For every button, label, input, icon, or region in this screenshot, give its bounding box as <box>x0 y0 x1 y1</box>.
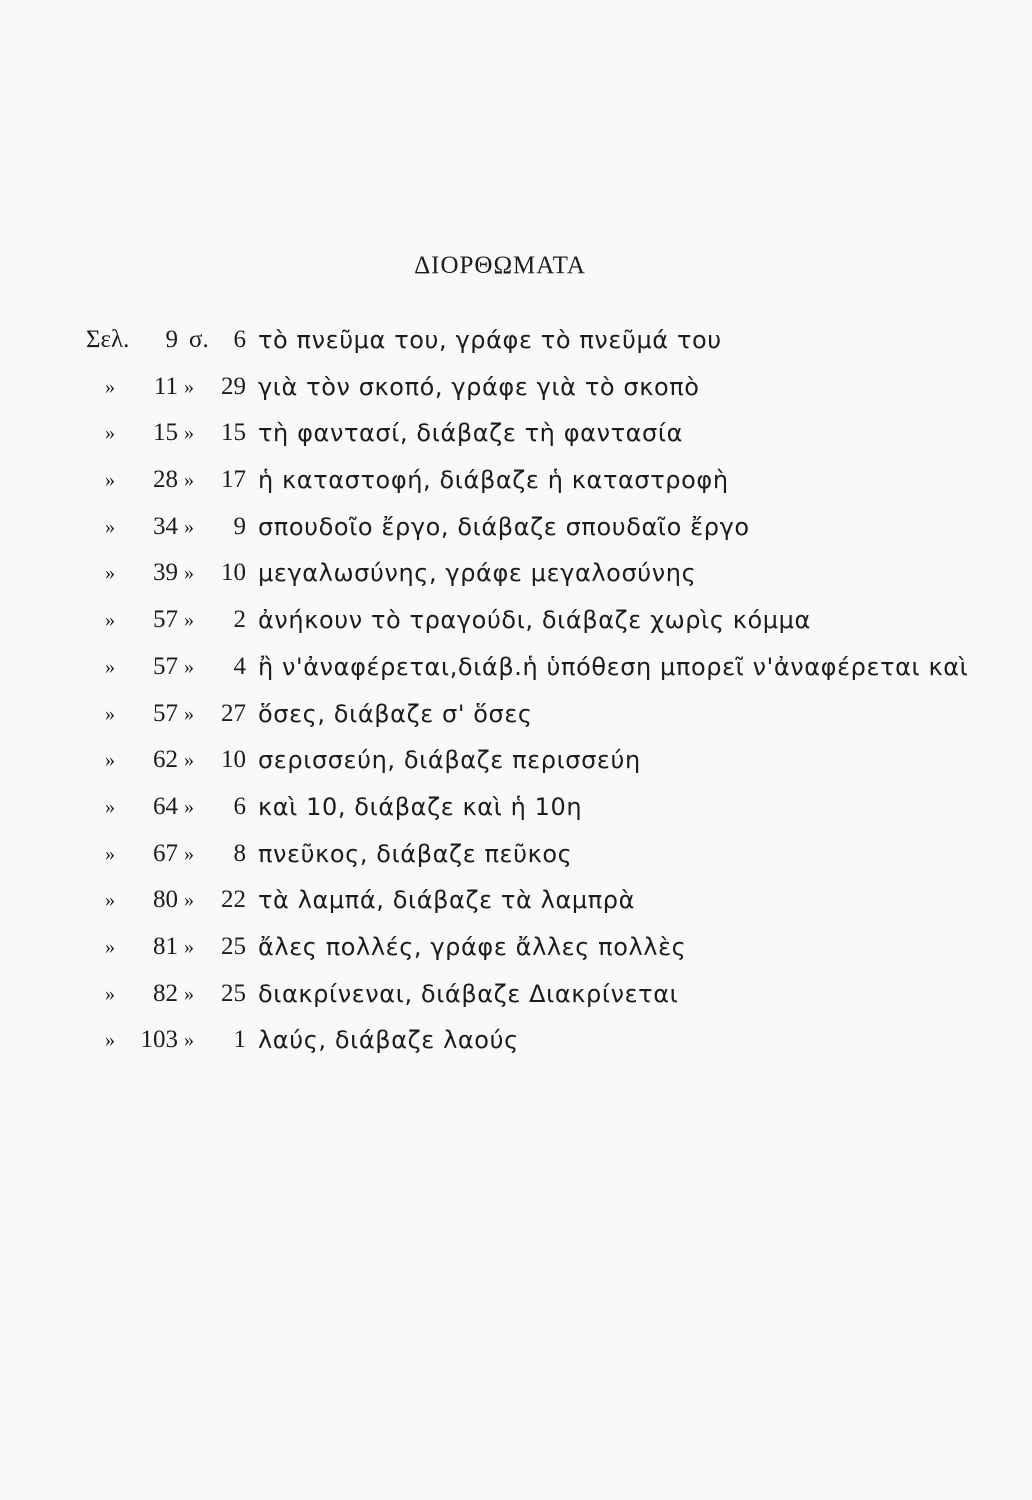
errata-row <box>0 553 1032 600</box>
line-label: » <box>184 609 194 632</box>
line-label: » <box>184 422 194 445</box>
page-number: 34 <box>153 512 178 540</box>
correction-text: ἢ ν'ἀναφέρεται,διάβ.ἡ ὑπόθεση μπορεῖ ν'ἀναφέρεται καὶ <box>258 652 969 681</box>
page-title: ΔΙΟΡΘΩΜΑΤΑ <box>414 252 586 279</box>
errata-row <box>0 413 1032 460</box>
correction-text: πνεῦκος, διάβαζε πεῦκος <box>258 839 573 868</box>
line-number: 9 <box>233 512 246 540</box>
line-number: 10 <box>221 746 246 774</box>
line-number: 2 <box>233 606 246 634</box>
page-number: 81 <box>153 932 178 960</box>
correction-text: ἡ καταστοφή, διάβαζε ἡ καταστροφὴ <box>258 466 729 495</box>
page-number: 28 <box>153 466 178 494</box>
line-label: » <box>184 702 194 725</box>
correction-text: λαύς, διάβαζε λαούς <box>258 1026 519 1055</box>
line-number: 8 <box>233 839 246 867</box>
line-label: » <box>184 842 194 865</box>
line-number: 10 <box>221 559 246 587</box>
page-number: 15 <box>153 419 178 447</box>
page-label: » <box>105 562 115 585</box>
line-number: 6 <box>233 326 246 353</box>
page-number: 67 <box>153 839 178 867</box>
errata-row <box>0 740 1032 787</box>
line-label: » <box>184 795 194 818</box>
line-label: » <box>184 375 194 398</box>
correction-text: σερισσεύη, διάβαζε περισσεύη <box>258 746 641 775</box>
line-number: 17 <box>221 466 246 494</box>
errata-row <box>0 647 1032 694</box>
line-label: » <box>184 935 194 958</box>
line-number: 25 <box>221 932 246 960</box>
page-label: Σελ. <box>86 326 130 353</box>
line-label: » <box>184 655 194 678</box>
page-label: » <box>105 889 115 912</box>
line-number: 27 <box>221 699 246 727</box>
correction-text: τὸ πνεῦμα του, γράφε τὸ πνεῦμά του <box>258 326 722 354</box>
page-number: 9 <box>165 326 178 353</box>
line-label: » <box>184 749 194 772</box>
page-number: 57 <box>153 606 178 634</box>
correction-text: ἀνήκουν τὸ τραγούδι, διάβαζε χωρὶς κόμμα <box>258 606 811 635</box>
correction-text: σπουδοῖο ἔργο, διάβαζε σπουδαῖο ἔργο <box>258 512 750 541</box>
page-number: 11 <box>153 372 178 400</box>
line-label: » <box>184 515 194 538</box>
page-label: » <box>105 469 115 492</box>
errata-row <box>0 460 1032 507</box>
page-label: » <box>105 935 115 958</box>
page-label: » <box>105 515 115 538</box>
errata-list <box>0 320 1032 1067</box>
line-label: » <box>184 469 194 492</box>
line-label: » <box>184 982 194 1005</box>
page-label: » <box>105 842 115 865</box>
page-number: 57 <box>153 652 178 680</box>
line-label: σ. <box>189 326 209 353</box>
correction-text: τὴ φαντασί, διάβαζε τὴ φαντασία <box>258 419 683 448</box>
correction-text: καὶ 10, διάβαζε καὶ ἡ 10η <box>258 792 583 821</box>
line-number: 4 <box>233 652 246 680</box>
page-number: 103 <box>140 1026 178 1054</box>
errata-row <box>0 320 1032 367</box>
line-number: 6 <box>233 792 246 820</box>
errata-row <box>0 1020 1032 1067</box>
line-label: » <box>184 1029 194 1052</box>
errata-row <box>0 694 1032 741</box>
correction-text: διακρίνεναι, διάβαζε Διακρίνεται <box>258 979 679 1008</box>
page-label: » <box>105 375 115 398</box>
errata-row <box>0 834 1032 881</box>
errata-row <box>0 600 1032 647</box>
correction-text: ἄλες πολλές, γράφε ἄλλες πολλὲς <box>258 932 687 961</box>
line-label: » <box>184 562 194 585</box>
line-number: 15 <box>221 419 246 447</box>
page-label: » <box>105 1029 115 1052</box>
errata-row <box>0 787 1032 834</box>
correction-text: μεγαλωσύνης, γράφε μεγαλοσύνης <box>258 559 697 588</box>
line-number: 25 <box>221 979 246 1007</box>
page-label: » <box>105 702 115 725</box>
errata-row <box>0 974 1032 1021</box>
page-label: » <box>105 982 115 1005</box>
errata-row <box>0 880 1032 927</box>
line-number: 22 <box>221 886 246 914</box>
page-number: 39 <box>153 559 178 587</box>
page-number: 62 <box>153 746 178 774</box>
correction-text: γιὰ τὸν σκοπό, γράφε γιὰ τὸ σκοπὸ <box>258 372 700 401</box>
page-number: 64 <box>153 792 178 820</box>
page-label: » <box>105 422 115 445</box>
page-label: » <box>105 795 115 818</box>
page-number: 82 <box>153 979 178 1007</box>
line-label: » <box>184 889 194 912</box>
page-label: » <box>105 609 115 632</box>
page-number: 57 <box>153 699 178 727</box>
errata-row <box>0 927 1032 974</box>
errata-row <box>0 367 1032 414</box>
errata-row <box>0 507 1032 554</box>
line-number: 1 <box>233 1026 246 1054</box>
correction-text: τὰ λαμπά, διάβαζε τὰ λαμπρὰ <box>258 886 636 915</box>
page-label: » <box>105 655 115 678</box>
line-number: 29 <box>221 372 246 400</box>
page-number: 80 <box>153 886 178 914</box>
correction-text: ὅσες, διάβαζε σ' ὅσες <box>258 699 533 728</box>
page-label: » <box>105 749 115 772</box>
